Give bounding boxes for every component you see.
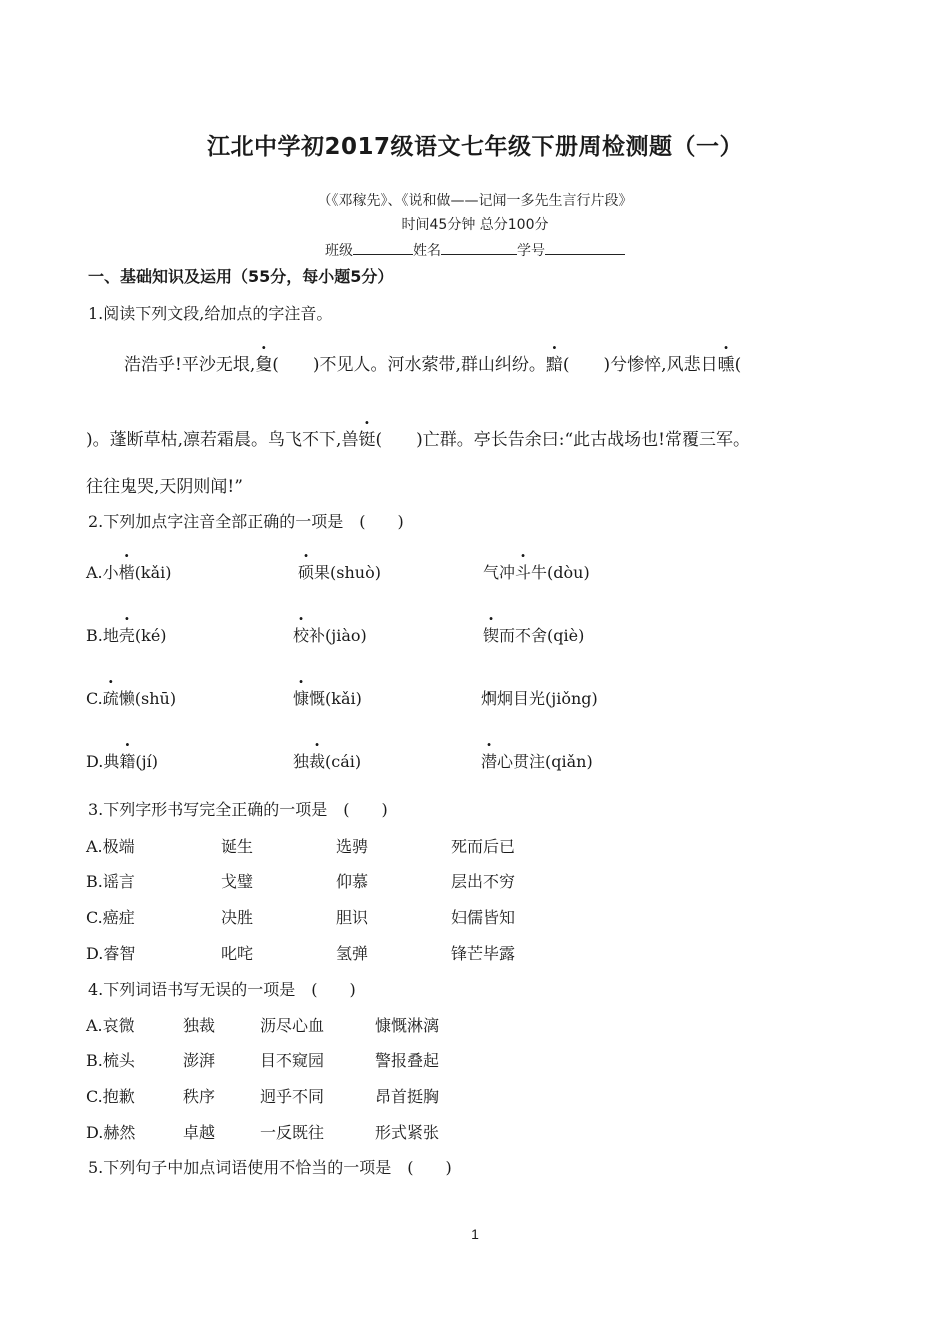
q2-option-c: C.疏懒(shū) <box>86 689 177 708</box>
q3-b-2: 戈璧 <box>221 872 254 891</box>
page-title: 江北中学初2017级语文七年级下册周检测题（一） <box>206 134 743 160</box>
dotted-char: 斗 <box>515 563 532 582</box>
q3-a-3: 选骋 <box>336 837 369 856</box>
q4-stem: 4.下列词语书写无误的一项是 ( ) <box>88 980 356 999</box>
q4-a-2: 独裁 <box>183 1016 216 1035</box>
q3-a-4: 死而后已 <box>451 837 516 856</box>
q4-d-3: 一反既往 <box>260 1123 325 1142</box>
dotted-char: 黯 <box>545 355 563 375</box>
q1-line-3: 往往鬼哭,天阴则闻!” <box>86 477 243 497</box>
subtitle: （《邓稼先》、《说和做——记闻一多先生言行片段》 <box>317 193 633 209</box>
dotted-char: 铤 <box>358 430 376 450</box>
q3-c-4: 妇儒皆知 <box>451 908 516 927</box>
q3-d-4: 锋芒毕露 <box>451 944 516 963</box>
q4-option-b: B.梳头 <box>86 1051 135 1070</box>
q3-a-2: 诞生 <box>221 837 254 856</box>
q4-option-a: A.哀微 <box>86 1016 135 1035</box>
q2-option-a-col3: 气冲斗牛(dòu) <box>483 563 590 582</box>
q5-stem: 5.下列句子中加点词语使用不恰当的一项是 ( ) <box>88 1158 452 1177</box>
q3-b-3: 仰慕 <box>336 872 369 891</box>
dotted-char: 楷 <box>118 563 135 582</box>
page-number: 1 <box>471 1226 479 1242</box>
q2-stem: 2.下列加点字注音全部正确的一项是 ( ) <box>88 512 404 531</box>
q3-option-b: B.谣言 <box>86 872 135 891</box>
class-blank[interactable] <box>353 240 413 255</box>
q2-option-d-col3: 潜心贯注(qiǎn) <box>481 752 593 771</box>
q4-option-c: C.抱歉 <box>86 1087 135 1106</box>
q3-b-4: 层出不穷 <box>451 872 516 891</box>
q4-c-4: 昂首挺胸 <box>375 1087 440 1106</box>
q4-option-d: D.赫然 <box>86 1123 136 1142</box>
q3-d-2: 叱咤 <box>221 944 254 963</box>
q1-line-2: )。蓬断草枯,凛若霜晨。鸟飞不下,兽铤( )亡群。亭长告余曰:“此古战场也!常覆三军。 <box>86 430 750 450</box>
q1-stem: 1.阅读下列文段,给加点的字注音。 <box>88 304 333 323</box>
q3-c-2: 决胜 <box>221 908 254 927</box>
q4-c-2: 秩序 <box>183 1087 216 1106</box>
q3-option-d: D.睿智 <box>86 944 136 963</box>
q2-option-d: D.典籍(jí) <box>86 752 158 771</box>
q3-c-3: 胆识 <box>336 908 369 927</box>
q2-option-a: A.小楷(kǎi) <box>86 563 172 582</box>
dotted-char: 校 <box>293 626 310 645</box>
q2-option-c-col3: 炯炯目光(jiǒng) <box>481 689 598 708</box>
name-label: 姓名 <box>413 243 441 259</box>
q2-option-a-col2: 硕果(shuò) <box>298 563 381 582</box>
q4-a-3: 沥尽心血 <box>260 1016 325 1035</box>
q2-option-d-col2: 独裁(cái) <box>293 752 362 771</box>
section-heading: 一、基础知识及运用（55分，每小题5分） <box>88 267 394 286</box>
dotted-char: 籍 <box>119 752 136 771</box>
q4-d-4: 形式紧张 <box>375 1123 440 1142</box>
id-blank[interactable] <box>545 240 625 255</box>
dotted-char: 硕 <box>298 563 315 582</box>
q2-option-c-col2: 慷慨(kǎi) <box>293 689 362 708</box>
q2-option-b-col3: 锲而不舍(qiè) <box>483 626 585 645</box>
dotted-char: 慷 <box>293 689 310 708</box>
q3-stem: 3.下列字形书写完全正确的一项是 ( ) <box>88 800 388 819</box>
dotted-char: 敻 <box>255 355 273 375</box>
q3-option-a: A.极端 <box>86 837 135 856</box>
q2-option-b: B.地壳(ké) <box>86 626 167 645</box>
name-blank[interactable] <box>441 240 517 255</box>
q2-option-c-dot <box>481 686 497 702</box>
q4-b-4: 警报叠起 <box>375 1051 440 1070</box>
dotted-char: 潜 <box>481 752 498 771</box>
q3-d-3: 氢弹 <box>336 944 369 963</box>
q4-a-4: 慷慨淋漓 <box>375 1016 440 1035</box>
dotted-char: 锲 <box>483 626 500 645</box>
q1-line-1: 浩浩乎!平沙无垠,敻( )不见人。河水萦带,群山纠纷。黯( )兮惨悴,风悲日曛( <box>124 355 742 375</box>
dotted-char: 壳 <box>118 626 135 645</box>
q2-option-b-col2: 校补(jiào) <box>293 626 367 645</box>
q4-d-2: 卓越 <box>183 1123 216 1142</box>
student-fields <box>0 240 950 260</box>
id-label: 学号 <box>517 243 545 259</box>
q4-b-2: 澎湃 <box>183 1051 216 1070</box>
dotted-char: 疏 <box>102 689 119 708</box>
q4-b-3: 目不窥园 <box>260 1051 325 1070</box>
dotted-char: 曛 <box>717 355 735 375</box>
class-label: 班级 <box>325 243 353 259</box>
dotted-char: 裁 <box>309 752 326 771</box>
time-info: 时间45分钟 总分100分 <box>401 217 549 233</box>
q4-c-3: 迥乎不同 <box>260 1087 325 1106</box>
q3-option-c: C.癌症 <box>86 908 135 927</box>
